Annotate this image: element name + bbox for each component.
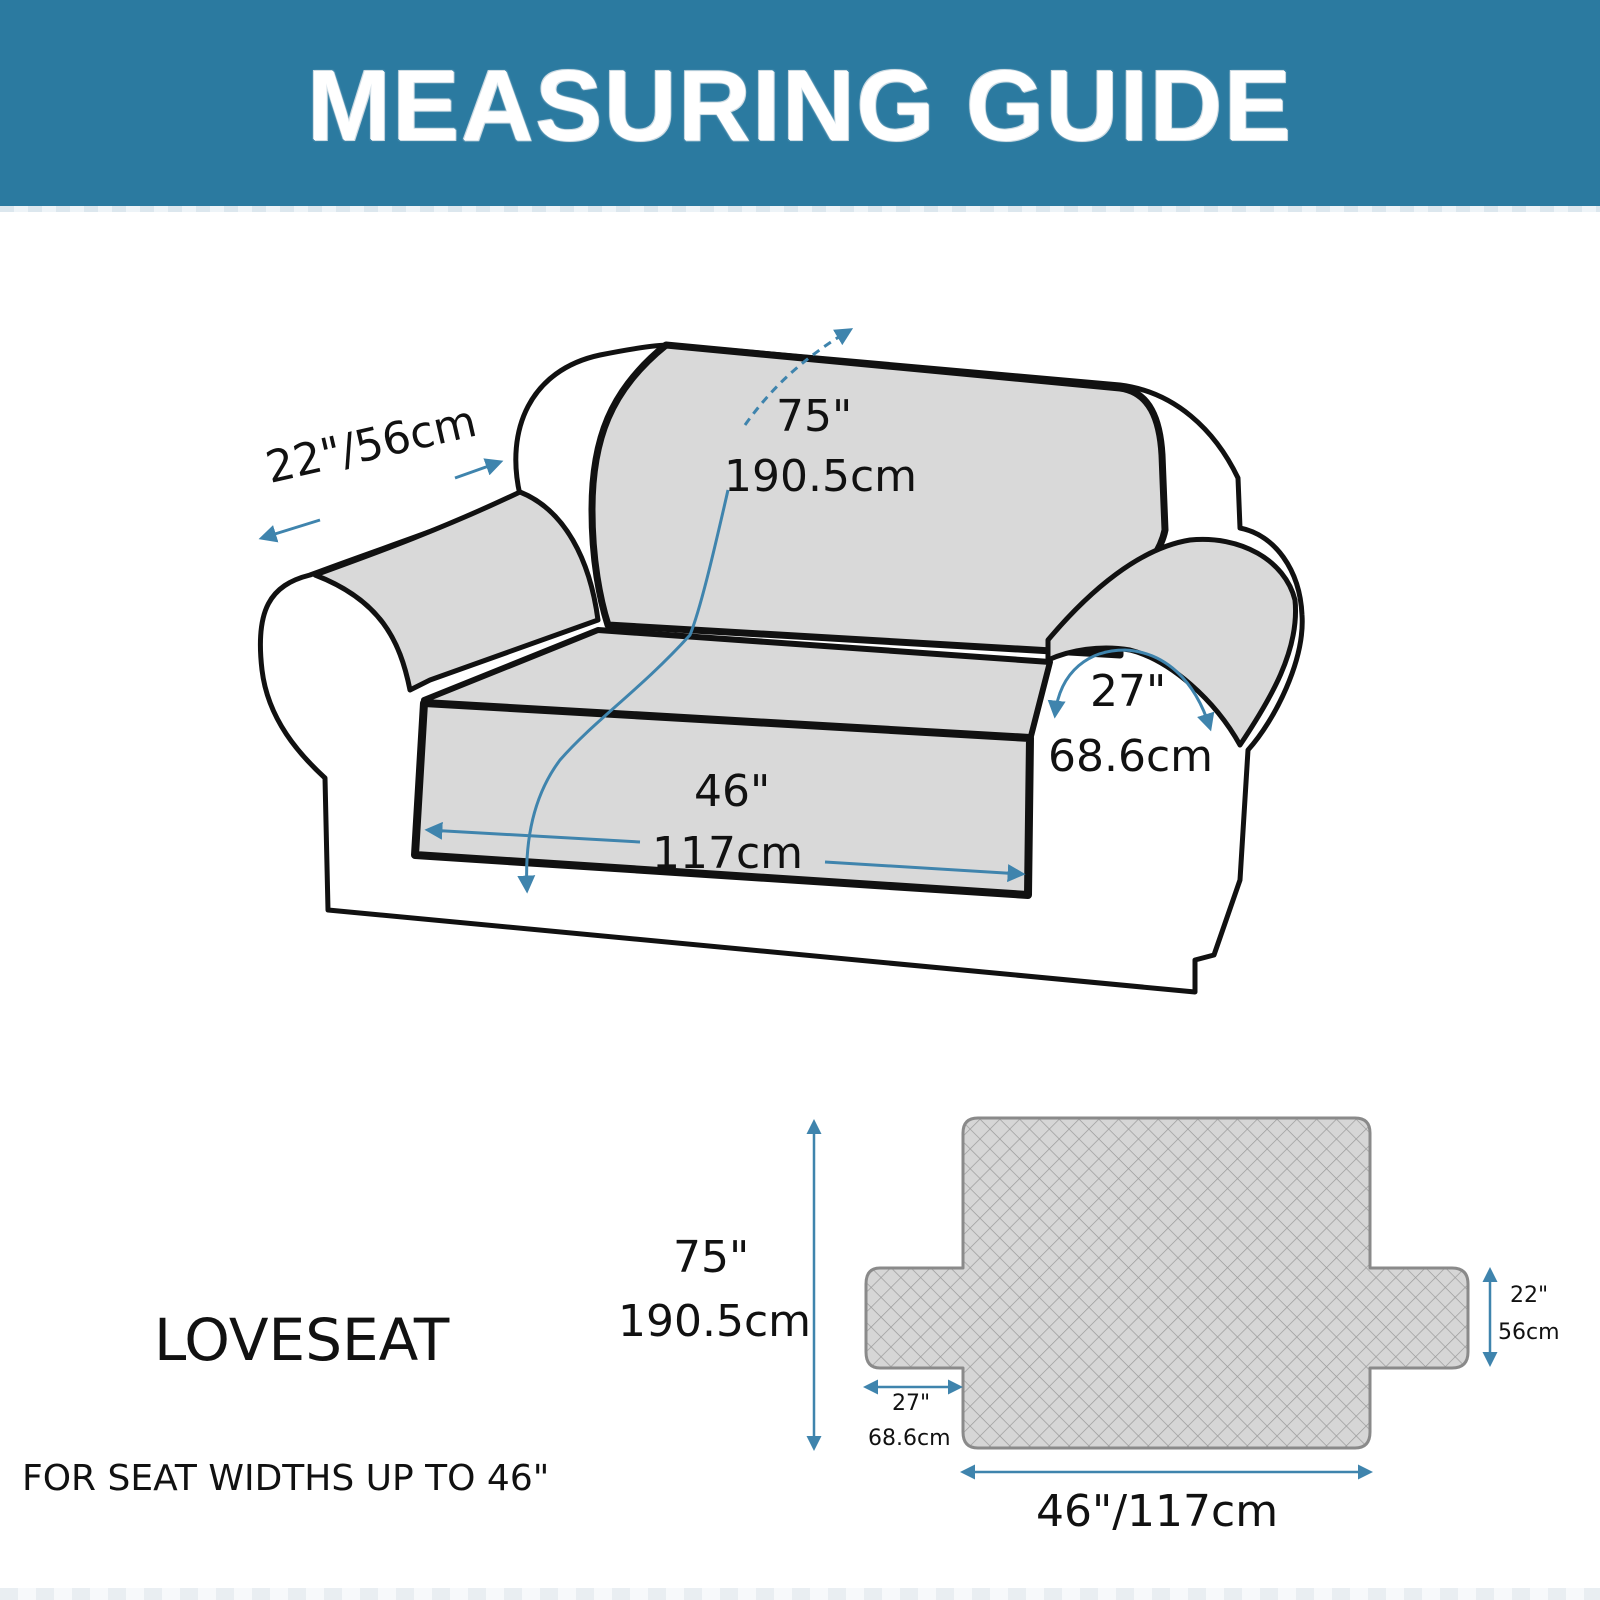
seat-width-inches-label: 46" (694, 766, 771, 817)
flat-cover-shape (866, 1118, 1468, 1451)
arm-width-label: 22"/56cm (261, 395, 482, 494)
flat-arm-width-inches-label: 22" (1510, 1283, 1549, 1308)
flat-arm-length-inches-label: 27" (892, 1391, 931, 1416)
page-title: MEASURING GUIDE (307, 49, 1293, 162)
flat-arm-width-cm-label: 56cm (1498, 1320, 1560, 1345)
product-note: FOR SEAT WIDTHS UP TO 46" (22, 1458, 550, 1499)
flat-seat-width-label: 46"/117cm (1036, 1486, 1279, 1537)
flat-length-cm-label: 190.5cm (618, 1296, 812, 1347)
product-name: LOVESEAT (154, 1306, 450, 1374)
back-height-inches-label: 75" (776, 391, 853, 442)
arm-width-arrow-left (262, 520, 320, 538)
bottom-border (0, 1588, 1600, 1600)
flat-length-inches-label: 75" (673, 1232, 750, 1283)
arm-depth-cm-label: 68.6cm (1048, 731, 1214, 782)
seat-width-cm-label: 117cm (652, 828, 804, 879)
flat-arm-length-cm-label: 68.6cm (868, 1426, 951, 1451)
arm-depth-inches-label: 27" (1090, 666, 1167, 717)
back-height-cm-label: 190.5cm (724, 451, 918, 502)
arm-width-arrow-right (455, 462, 500, 478)
